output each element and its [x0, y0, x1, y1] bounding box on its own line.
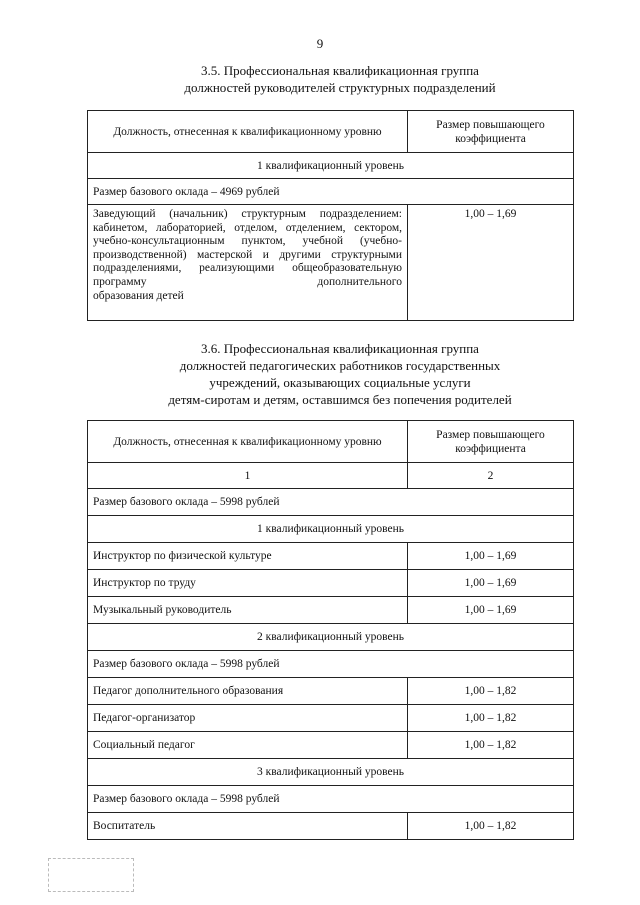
position-name: Музыкальный руководитель — [88, 597, 408, 624]
faint-stamp-mark — [48, 858, 134, 892]
column-number: 2 — [408, 463, 574, 489]
header-coef-line: Размер повышающего — [436, 428, 545, 441]
base-salary: Размер базового оклада – 5998 рублей — [88, 651, 574, 678]
table-row — [88, 732, 574, 759]
position-name: Инструктор по физической культуре — [88, 543, 408, 570]
table-row — [88, 813, 574, 840]
title-line: учреждений, оказывающих социальные услуги — [209, 375, 471, 390]
table-row — [88, 543, 574, 570]
table-section-3-5 — [87, 110, 574, 321]
salary-row — [88, 179, 574, 205]
position-name: Воспитатель — [88, 813, 408, 840]
coefficient: 1,00 – 1,69 — [408, 205, 574, 321]
salary-row — [88, 651, 574, 678]
position-line: общеобразовательную программу дополнительного — [93, 262, 402, 288]
title-line: должностей руководителей структурных подразделений — [184, 80, 496, 95]
position-line: образования детей — [93, 289, 184, 302]
level-row — [88, 759, 574, 786]
coefficient: 1,00 – 1,82 — [408, 813, 574, 840]
qualification-level: 1 квалификационный уровень — [88, 516, 574, 543]
header-coef-line: коэффициента — [455, 442, 526, 455]
base-salary: Размер базового оклада – 4969 рублей — [88, 179, 574, 205]
table-row — [88, 205, 574, 321]
table-header-row — [88, 111, 574, 153]
base-salary: Размер базового оклада – 5998 рублей — [88, 786, 574, 813]
coefficient: 1,00 – 1,82 — [408, 732, 574, 759]
title-line: должностей педагогических работников государственных — [179, 358, 501, 373]
header-coefficient — [408, 111, 574, 153]
table-row — [88, 705, 574, 732]
coefficient: 1,00 – 1,82 — [408, 705, 574, 732]
header-position: Должность, отнесенная к квалификационному уровню — [88, 421, 408, 463]
table-row — [88, 570, 574, 597]
position-line: (учебно-производственной) мастерской и другими — [93, 235, 402, 261]
position-line: Заведующий (начальник) структурным подразделением: — [93, 208, 402, 220]
salary-row — [88, 786, 574, 813]
coefficient: 1,00 – 1,82 — [408, 678, 574, 705]
position-name: Инструктор по труду — [88, 570, 408, 597]
position-line: структурными подразделениями, реализующими — [93, 248, 402, 275]
table-row — [88, 597, 574, 624]
table-section-3-6 — [87, 420, 574, 840]
base-salary: Размер базового оклада – 5998 рублей — [88, 489, 574, 516]
header-position: Должность, отнесенная к квалификационному уровню — [88, 111, 408, 153]
header-coefficient — [408, 421, 574, 463]
qualification-level: 3 квалификационный уровень — [88, 759, 574, 786]
header-coef-line: коэффициента — [455, 132, 526, 145]
coefficient: 1,00 – 1,69 — [408, 570, 574, 597]
section-3-5-title — [60, 62, 620, 96]
qualification-level: 2 квалификационный уровень — [88, 624, 574, 651]
column-number-row — [88, 463, 574, 489]
page-number: 9 — [316, 36, 324, 51]
qualification-level: 1 квалификационный уровень — [88, 153, 574, 179]
column-number: 1 — [88, 463, 408, 489]
table-row — [88, 678, 574, 705]
position-name: Педагог дополнительного образования — [88, 678, 408, 705]
level-row — [88, 153, 574, 179]
coefficient: 1,00 – 1,69 — [408, 597, 574, 624]
level-row — [88, 624, 574, 651]
title-line: 3.5. Профессиональная квалификационная группа — [201, 63, 479, 78]
table-header-row — [88, 421, 574, 463]
title-line: детям-сиротам и детям, оставшимся без попечения родителей — [168, 392, 512, 407]
position-name — [88, 205, 408, 321]
title-line: 3.6. Профессиональная квалификационная группа — [201, 341, 479, 356]
section-3-6-title — [60, 340, 620, 408]
level-row — [88, 516, 574, 543]
position-line: кабинетом, лабораторией, отделом, отделением, — [93, 221, 346, 234]
position-name: Педагог-организатор — [88, 705, 408, 732]
coefficient: 1,00 – 1,69 — [408, 543, 574, 570]
position-name: Социальный педагог — [88, 732, 408, 759]
header-coef-line: Размер повышающего — [436, 118, 545, 131]
position-line: сектором, учебно-консультационным пунктом, учебной — [93, 221, 403, 248]
salary-row — [88, 489, 574, 516]
